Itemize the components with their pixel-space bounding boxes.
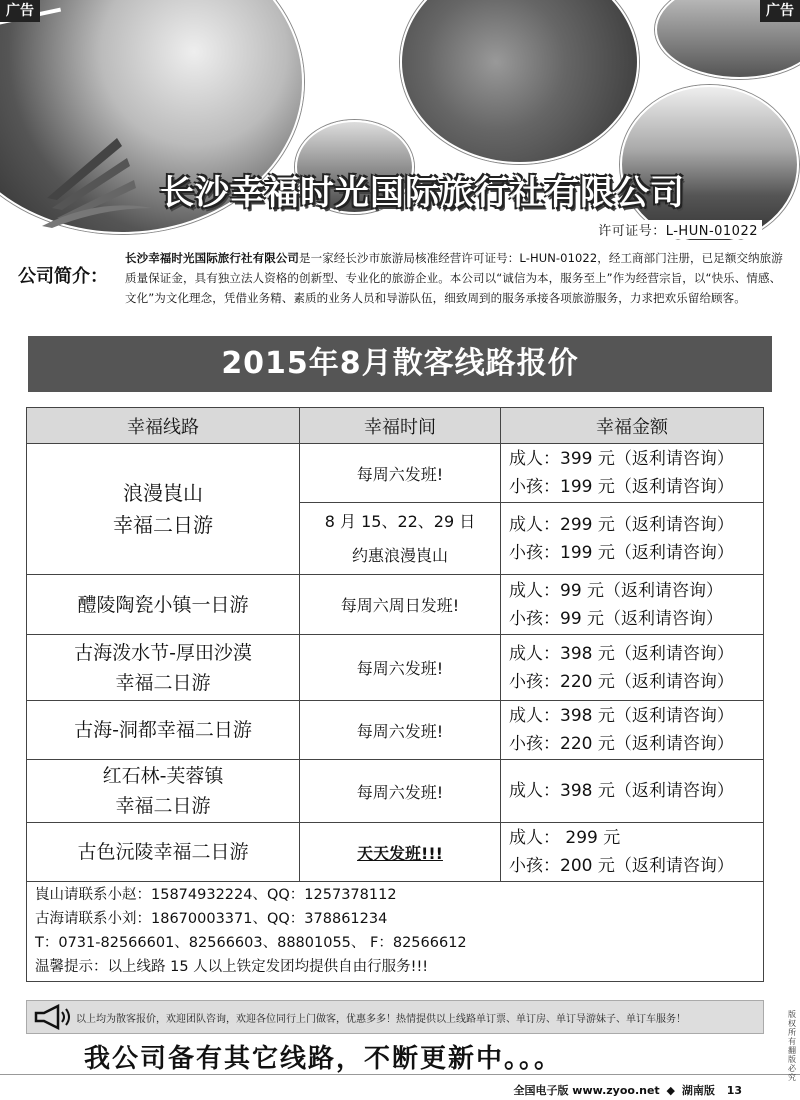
- page-number: 13: [726, 1084, 742, 1097]
- route-name: 幸福二日游: [115, 671, 211, 694]
- time-cell: [300, 503, 501, 575]
- warm-tip: 温馨提示：以上线路 15 人以上铁定发团均提供自由行服务!!!: [35, 959, 429, 975]
- footer-edition: 湖南版: [681, 1084, 715, 1097]
- intro-text: [125, 248, 785, 308]
- price-adult: 成人：99 元（返利请咨询）: [509, 580, 724, 601]
- price-child: 小孩：199 元（返利请咨询）: [509, 542, 734, 563]
- route-name: 红石林-芙蓉镇: [102, 765, 224, 787]
- price-cell: [501, 701, 764, 760]
- header-banner: [0, 0, 800, 240]
- tagline: 我公司备有其它线路，不断更新中。。。: [84, 1044, 563, 1074]
- time-cell: 每周六发班!: [300, 760, 501, 823]
- price-adult: 成人：398 元（返利请咨询）: [509, 706, 734, 726]
- table-row: [27, 444, 764, 503]
- license-number: [594, 220, 762, 239]
- price-child: 小孩：200 元（返利请咨询）: [509, 856, 734, 876]
- time-cell: 每周六发班!: [300, 701, 501, 760]
- footer-site: 全国电子版 www.zyoo.net: [513, 1084, 660, 1097]
- company-name: 长沙幸福时光国际旅行社有限公司: [160, 173, 685, 213]
- price-cell: [501, 575, 764, 635]
- time-cell: 每周六发班!: [300, 444, 501, 503]
- route-name: 古海泼水节-厚田沙漠: [74, 641, 252, 664]
- contact-box: [26, 878, 764, 982]
- table-row: [27, 823, 764, 882]
- route-cell: [27, 760, 300, 823]
- route-cell: 古海-洞都幸福二日游: [27, 701, 300, 760]
- daily-departure: 天天发班!!!: [357, 843, 443, 863]
- header-route: 幸福线路: [27, 408, 300, 444]
- price-adult: 成人：299 元（返利请咨询）: [509, 514, 734, 535]
- price-table: [26, 407, 764, 882]
- side-note: 版权所有 翻版必究: [788, 1010, 796, 1082]
- footer-divider: [0, 1074, 800, 1075]
- price-child: 小孩：220 元（返利请咨询）: [509, 671, 734, 692]
- route-name: 浪漫崀山: [123, 481, 203, 505]
- ad-tag-right: 广告: [760, 0, 800, 22]
- price-child: 小孩：220 元（返利请咨询）: [509, 734, 734, 754]
- table-row: [27, 701, 764, 760]
- ad-tag-left: 广告: [0, 0, 40, 22]
- price-cell: [501, 444, 764, 503]
- megaphone-icon: [34, 1004, 74, 1030]
- footer: [513, 1082, 742, 1098]
- company-logo-icon: [42, 138, 152, 228]
- price-cell: [501, 635, 764, 701]
- route-cell: [27, 635, 300, 701]
- table-row: [27, 575, 764, 635]
- contact-line: 崀山请联系小赵：15874932224、QQ：1257378112: [35, 887, 397, 903]
- notice-text: 以上均为散客报价，欢迎团队咨询，欢迎各位同行上门做客，优惠多多！热情提供以上线路单订票、单订房、单订导游妹子、单订车服务！: [76, 1014, 686, 1025]
- price-adult: 成人： 299 元: [509, 828, 621, 848]
- price-child: 小孩：99 元（返利请咨询）: [509, 608, 724, 629]
- price-adult: 成人：399 元（返利请咨询）: [509, 449, 734, 469]
- price-cell: [501, 760, 764, 823]
- time-cell: 每周六发班!: [300, 635, 501, 701]
- page-title: 2015年8月散客线路报价: [221, 346, 579, 381]
- price-child: 小孩：199 元（返利请咨询）: [509, 477, 734, 497]
- contact-line: T：0731-82566601、82566603、88801055、 F：82566612: [35, 935, 467, 951]
- intro-label: 公司简介：: [18, 266, 108, 287]
- header-price: 幸福金额: [501, 408, 764, 444]
- price-adult: 成人：398 元（返利请咨询）: [509, 781, 734, 801]
- time-cell: 每周六周日发班!: [300, 575, 501, 635]
- route-cell: [27, 444, 300, 575]
- time-text: 8 月 15、22、29 日: [324, 511, 476, 531]
- intro-body: 是一家经长沙市旅游局核准经营许可证号：L-HUN-01022，经工商部门注册，已足额交纳旅游质量保证金，具有独立法人资格的创新型、专业化的旅游企业。本公司以“诚信为本，服务至上”作为经营宗旨，以“快乐、情感、文化”为文化理念，凭借业务精、素质的业务人员和导游队伍，细致周到的服务承接各项旅游服务，力求把欢乐留给顾客。: [125, 251, 783, 305]
- route-cell: 醴陵陶瓷小镇一日游: [27, 575, 300, 635]
- landscape-photo: [620, 85, 799, 240]
- license-value: L-HUN-01022: [665, 224, 758, 239]
- price-cell: [501, 503, 764, 575]
- price-adult: 成人：398 元（返利请咨询）: [509, 643, 734, 664]
- license-label: 许可证号：: [598, 224, 666, 239]
- intro-company: 长沙幸福时光国际旅行社有限公司: [125, 251, 299, 265]
- table-row: [27, 760, 764, 823]
- table-header-row: [27, 408, 764, 444]
- rock-inscription-photo: [400, 0, 639, 164]
- time-text: 约惠浪漫崀山: [351, 545, 448, 565]
- time-cell: [300, 823, 501, 882]
- price-cell: [501, 823, 764, 882]
- route-cell: 古色沅陵幸福二日游: [27, 823, 300, 882]
- route-name: 幸福二日游: [113, 513, 213, 537]
- contact-line: 古海请联系小刘：18670003371、QQ：378861234: [35, 911, 388, 927]
- header-time: 幸福时间: [300, 408, 501, 444]
- table-row: [27, 635, 764, 701]
- diamond-icon: ◆: [666, 1084, 675, 1097]
- route-name: 幸福二日游: [115, 795, 211, 817]
